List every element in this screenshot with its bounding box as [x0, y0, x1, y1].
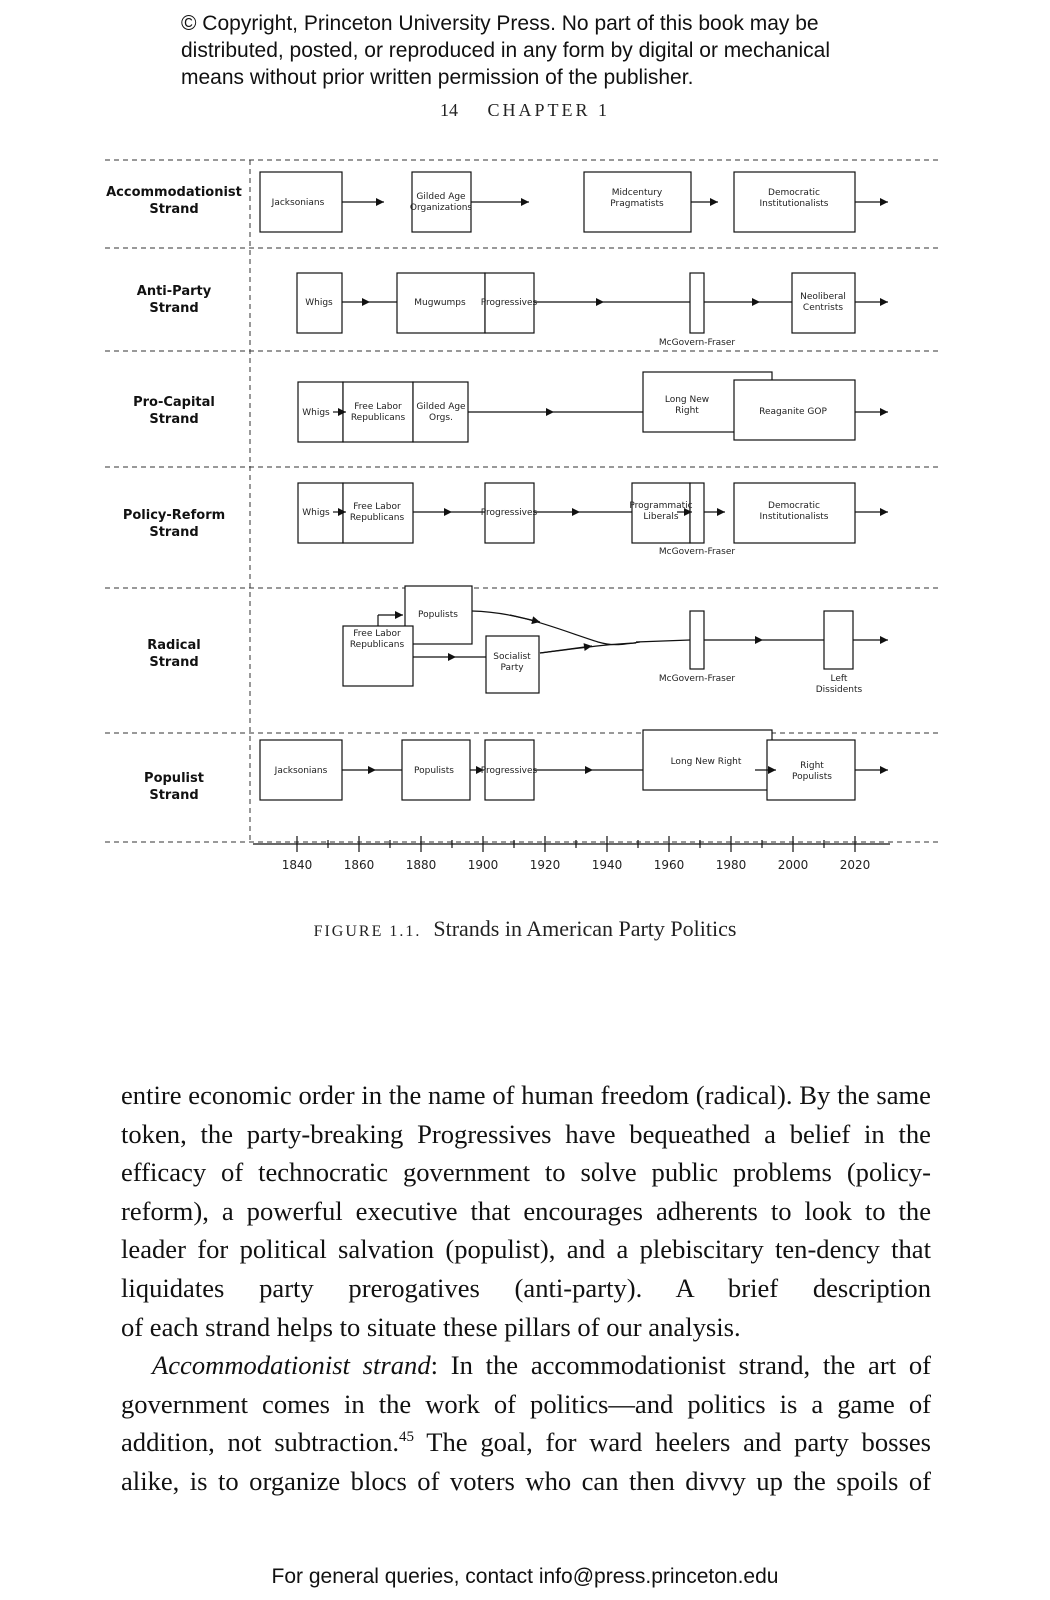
anti-party-row: [297, 273, 888, 333]
box-label: Jacksonians: [271, 198, 325, 208]
paragraph-last-line: [121, 1308, 931, 1347]
strand-label-suffix: Strand: [149, 202, 199, 217]
strand-label-suffix: Strand: [149, 655, 199, 670]
box-label: Institutionalists: [759, 199, 829, 209]
footer-contact: For general queries, contact info@press.princeton.edu: [271, 1565, 779, 1588]
copyright-notice: [181, 10, 901, 91]
axis-year-label: 1960: [653, 858, 685, 872]
box-label: Liberals: [643, 512, 679, 522]
box-label: Institutionalists: [759, 512, 829, 522]
box-label: Right: [675, 406, 699, 416]
box-label: Socialist: [493, 652, 531, 662]
box-label: Pragmatists: [610, 199, 664, 209]
box-label: McGovern-Fraser: [658, 674, 736, 684]
figure-caption: [0, 916, 1050, 942]
text-line: addition, not subtraction.: [121, 1427, 400, 1458]
axis-year-label: 1940: [591, 858, 623, 872]
strand-label-suffix: Strand: [149, 525, 199, 540]
box-label: Whigs: [302, 408, 330, 418]
axis-year-label: 1860: [343, 858, 375, 872]
paragraph: [121, 1346, 931, 1500]
text-line: of each strand helps to situate these pillars of our analysis.: [121, 1311, 741, 1342]
box-label: Gilded Age: [416, 192, 466, 202]
strand-label-suffix: Strand: [149, 412, 199, 427]
box-label: Party: [500, 663, 524, 673]
strand-label-pro-capital: Pro-Capital: [133, 395, 215, 410]
text-line: to the leader for political salvation (populist), and a plebiscitary ten-: [121, 1195, 931, 1265]
box-label: Progressives: [480, 766, 538, 776]
timeline-axis: [253, 836, 890, 852]
radical-row: [343, 586, 888, 693]
text-line: The goal, for ward heelers and party bosses: [414, 1427, 931, 1458]
text-line: same token, the party-breaking Progressives have bequeathed a belief: [121, 1080, 931, 1149]
box-label: Whigs: [305, 298, 333, 308]
box-label: Gilded Age: [416, 402, 466, 412]
axis-year-label: 1900: [467, 858, 499, 872]
box-label: Dissidents: [815, 685, 863, 695]
text-line: : In the accommodationist strand, the art: [430, 1350, 897, 1381]
text-line: entire economic order in the name of human freedom (radical). By the: [121, 1080, 870, 1110]
figure-number: FIGURE 1.1.: [313, 923, 422, 940]
text-line: (policy-reform), a powerful executive that encourages adherents to look: [121, 1157, 931, 1226]
strand-labels: [106, 185, 242, 803]
box-label: Orgs.: [429, 413, 453, 423]
running-head: [0, 100, 1050, 121]
text-line: alike, is to organize blocs of voters who can then divvy up the spoils of: [121, 1465, 931, 1496]
box-label: Progressives: [480, 298, 538, 308]
page-number: 14: [439, 100, 458, 120]
footnote-marker[interactable]: 45: [399, 1429, 415, 1446]
box-label: Republicans: [349, 640, 405, 650]
axis-year-label: 1840: [281, 858, 313, 872]
axis-year-label: 1880: [405, 858, 437, 872]
text-line: in the efficacy of technocratic government to solve public problems: [121, 1118, 931, 1188]
strand-label-suffix: Strand: [149, 301, 199, 316]
anti-party-labels: [305, 292, 846, 348]
strands-figure: [0, 150, 1050, 890]
box-label: Long New Right: [670, 757, 742, 767]
box-label: Democratic: [768, 501, 820, 511]
box-label: Mugwumps: [414, 298, 466, 308]
box-label: Free Labor: [354, 402, 402, 412]
populist-row: [260, 730, 888, 800]
box-label: Left: [830, 674, 848, 684]
axis-year-label: 2000: [777, 858, 809, 872]
box-label: McGovern-Fraser: [658, 547, 736, 557]
strand-label-policy-reform: Policy-Reform: [122, 508, 226, 523]
text-line: of government comes in the work of politics—and politics is a game of: [121, 1350, 931, 1419]
box-label: Republicans: [349, 513, 405, 523]
box-label: Republicans: [350, 413, 406, 423]
axis-year-label: 1980: [715, 858, 747, 872]
strand-term: Accommodationist strand: [152, 1350, 431, 1381]
strand-label-populist: Populist: [144, 771, 204, 786]
box-label: Jacksonians: [274, 766, 328, 776]
strand-label-suffix: Strand: [149, 788, 199, 803]
copyright-line: © Copyright, Princeton University Press. No part of this book may be: [181, 12, 819, 35]
copyright-line: means without prior written permission of the publisher.: [181, 66, 694, 89]
box-label: Programmatic: [629, 501, 693, 511]
box-label: Long New: [664, 395, 710, 405]
box-label: Populists: [792, 772, 832, 782]
axis-labels: [282, 858, 871, 872]
body-text: [121, 1076, 931, 1501]
box-label: Right: [800, 761, 824, 771]
box-label: Populists: [418, 610, 458, 620]
box-label: Free Labor: [353, 502, 401, 512]
strand-label-accommodationist: Accommodationist: [106, 185, 242, 200]
box-label: Democratic: [768, 188, 820, 198]
box-label: Neoliberal: [800, 292, 846, 302]
copyright-line: distributed, posted, or reproduced in any form by digital or mechanical: [181, 39, 831, 62]
axis-year-label: 2020: [839, 858, 871, 872]
box-label: Organizations: [409, 203, 473, 213]
box-label: Reaganite GOP: [759, 407, 827, 417]
figure-title: Strands in American Party Politics: [433, 916, 737, 941]
box-label: Whigs: [302, 508, 330, 518]
paragraph: [121, 1076, 931, 1308]
text-line: dency that liquidates party prerogatives (anti-party). A brief description: [121, 1234, 931, 1303]
box-label: Midcentury: [611, 188, 663, 198]
chapter-title: CHAPTER 1: [487, 100, 610, 120]
box-label: McGovern-Fraser: [658, 338, 736, 348]
strand-label-anti-party: Anti-Party: [136, 284, 212, 299]
box-label: Free Labor: [353, 629, 401, 639]
box-label: Progressives: [480, 508, 538, 518]
strand-label-radical: Radical: [147, 638, 201, 653]
axis-year-label: 1920: [529, 858, 561, 872]
box-label: Populists: [414, 766, 454, 776]
box-label: Centrists: [802, 303, 844, 313]
